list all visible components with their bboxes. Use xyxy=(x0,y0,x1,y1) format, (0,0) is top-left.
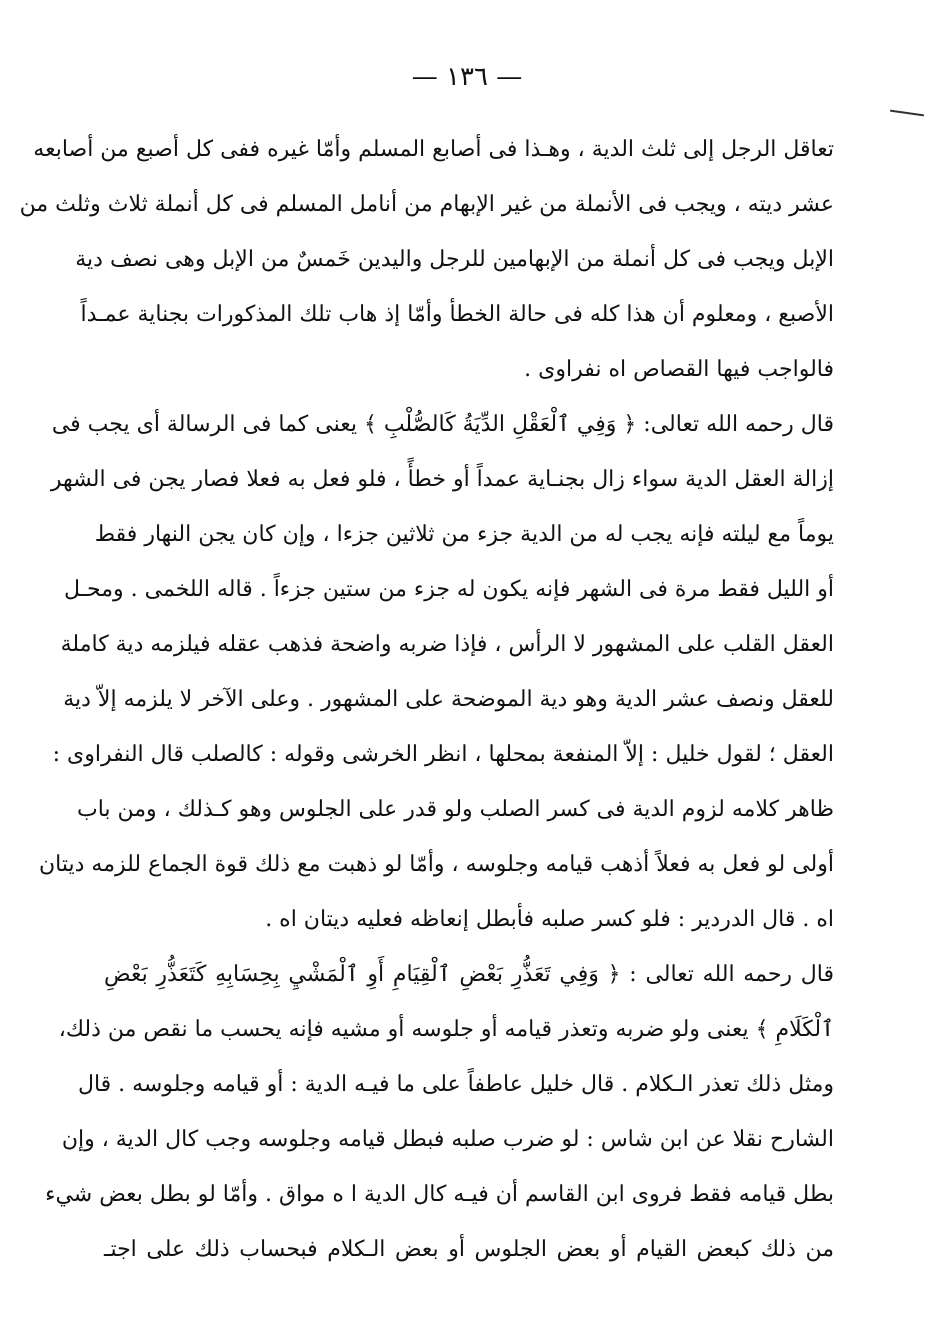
text-line: الإبل ويجب فى كل أنملة من الإبهامين للرجل واليدين خَمسٌ من الإبل وهى نصف دية xyxy=(75,247,834,272)
paragraph-3 xyxy=(45,947,834,1277)
paragraph-1 xyxy=(19,122,834,397)
text-line: من ذلك كبعض القيام أو بعض الجلوس أو بعض الـكلام فبحساب ذلك على اجتـ xyxy=(104,1237,834,1262)
text-line: ومثل ذلك تعذر الـكلام . قال خليل عاطفاً على ما فيـه الدية : أو قيامه وجلوسه . قال xyxy=(77,1072,834,1097)
text-line: ٱلْكَلَامِ ﴾ يعنى ولو ضربه وتعذر قيامه أو جلوسه أو مشيه فإنه يحسب ما نقص من ذلك، xyxy=(58,1017,834,1042)
text-line: تعاقل الرجل إلى ثلث الدية ، وهـذا فى أصابع المسلم وأمّا غيره ففى كل أصبع من أصابعه xyxy=(33,137,834,162)
text-line: العقل القلب على المشهور لا الرأس ، فإذا ضربه واضحة فذهب عقله فيلزمه دية كاملة xyxy=(60,632,834,657)
text-line: الشارح نقلا عن ابن شاس : لو ضرب صلبه فبطل قيامه وجلوسه وجب كال الدية ، وإن xyxy=(61,1127,834,1152)
text-line: أو الليل فقط مرة فى الشهر فإنه يكون له جزء من ستين جزءاً . قاله اللخمى . ومحـل xyxy=(63,577,834,602)
text-line: قال رحمه الله تعالى : ﴿ وَفِي تَعَذُّرِ بَعْضِ ٱلْقِيَامِ أَوِ ٱلْمَشْيِ بِحِسَابِهِ كَتَعَذُّرِ بَعْضِ xyxy=(104,962,834,987)
text-line: الأصبع ، ومعلوم أن هذا كله فى حالة الخطأ وأمّا إذ هاب تلك المذكورات بجناية عمـداً xyxy=(80,302,834,327)
text-line: بطل قيامه فقط فروى ابن القاسم أن فيـه كال الدية ا ه مواق . وأمّا لو بطل بعض شيء xyxy=(45,1182,834,1207)
text-line: يوماً مع ليلته فإنه يجب له من الدية جزء من ثلاثين جزءا ، وإن كان يجن النهار فقط xyxy=(94,522,834,547)
text-line: فالواجب فيها القصاص اه نفراوى . xyxy=(524,357,834,382)
page-number: — ١٣٦ — xyxy=(411,62,523,92)
page-body xyxy=(19,122,834,1277)
paragraph-2 xyxy=(38,397,834,947)
text-line: قال رحمه الله تعالى: ﴿ وَفِي ٱلْعَقْلِ الدِّيَةُ كَالصُّلْبِ ﴾ يعنى كما فى الرسالة أى يجب فى xyxy=(51,412,834,437)
text-line: إزالة العقل الدية سواء زال بجنـاية عمداً أو خطأً ، فلو فعل به فعلا فصار يجن فى الشهر xyxy=(50,467,834,492)
text-line: عشر ديته ، ويجب فى الأنملة من غير الإبهام من أنامل المسلم فى كل أنملة ثلاث وثلث من xyxy=(19,192,834,217)
text-line: ظاهر كلامه لزوم الدية فى كسر الصلب ولو قدر على الجلوس وهو كـذلك ، ومن باب xyxy=(76,797,834,822)
margin-stroke xyxy=(890,110,924,117)
text-line: للعقل ونصف عشر الدية وهو دية الموضحة على المشهور . وعلى الآخر لا يلزمه إلاّ دية xyxy=(63,687,834,712)
text-line: أولى لو فعل به فعلاً أذهب قيامه وجلوسه ، وأمّا لو ذهبت مع ذلك قوة الجماع للزمه ديتان xyxy=(38,852,834,877)
text-line: اه . قال الدردير : فلو كسر صلبه فأبطل إنعاظه فعليه ديتان اه . xyxy=(265,907,834,932)
text-line: العقل ؛ لقول خليل : إلاّ المنفعة بمحلها ، انظر الخرشى وقوله : كالصلب قال النفراوى : xyxy=(52,742,834,767)
